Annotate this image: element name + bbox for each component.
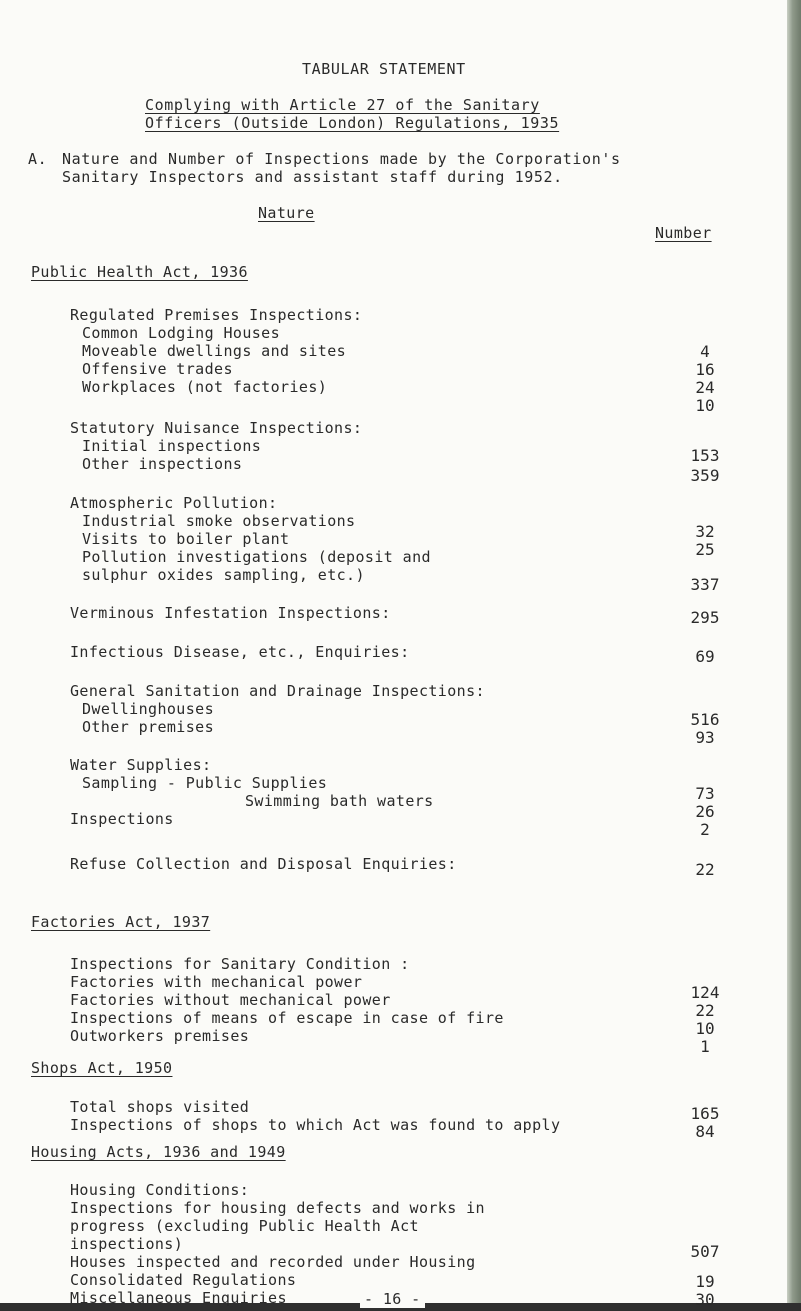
value-regulated-extra: 10 bbox=[695, 396, 715, 415]
subtitle-line-2: Officers (Outside London) Regulations, 1935 bbox=[145, 114, 560, 132]
section-letter: A. bbox=[28, 150, 48, 168]
row-swimming-bath: Swimming bath waters bbox=[245, 792, 434, 810]
heading-public-health-act: Public Health Act, 1936 bbox=[31, 263, 248, 281]
row-other-inspections: Other inspections bbox=[82, 455, 243, 473]
section-intro-line-2: Sanitary Inspectors and assistant staff during 1952. bbox=[62, 168, 563, 186]
value-shops-inspections: 84 bbox=[695, 1122, 715, 1141]
heading-shops-act: Shops Act, 1950 bbox=[31, 1059, 173, 1077]
row-housing-defects-1: Inspections for housing defects and works in bbox=[70, 1199, 485, 1217]
atmospheric-pollution-heading: Atmospheric Pollution: bbox=[70, 494, 278, 512]
row-outworkers: Outworkers premises bbox=[70, 1027, 250, 1045]
value-with-power: 124 bbox=[690, 983, 720, 1002]
value-moveable: 4 bbox=[700, 342, 710, 361]
value-offensive: 16 bbox=[695, 360, 715, 379]
row-housing-defects-2: progress (excluding Public Health Act bbox=[70, 1217, 419, 1235]
value-misc: 30 bbox=[695, 1290, 715, 1309]
value-housing-defects: 507 bbox=[690, 1242, 720, 1261]
row-initial-inspections: Initial inspections bbox=[82, 437, 262, 455]
value-other: 359 bbox=[690, 466, 720, 485]
heading-factories-act: Factories Act, 1937 bbox=[31, 913, 211, 931]
value-initial: 153 bbox=[690, 446, 720, 465]
value-dwellinghouses: 516 bbox=[690, 710, 720, 729]
heading-housing-acts: Housing Acts, 1936 and 1949 bbox=[31, 1143, 286, 1161]
row-water-inspections: Inspections bbox=[70, 810, 174, 828]
row-shops-inspections: Inspections of shops to which Act was found to apply bbox=[70, 1116, 561, 1134]
row-houses-inspected-1: Houses inspected and recorded under Housing bbox=[70, 1253, 476, 1271]
row-boiler-visits: Visits to boiler plant bbox=[82, 530, 290, 548]
row-other-premises: Other premises bbox=[82, 718, 215, 736]
row-pollution-investigations-1: Pollution investigations (deposit and bbox=[82, 548, 431, 566]
value-refuse: 22 bbox=[695, 860, 715, 879]
row-housing-defects-3: inspections) bbox=[70, 1235, 184, 1253]
column-header-nature: Nature bbox=[258, 204, 315, 222]
value-pollution: 337 bbox=[690, 575, 720, 594]
subtitle-line-1: Complying with Article 27 of the Sanitary bbox=[145, 96, 540, 114]
row-moveable-dwellings: Moveable dwellings and sites bbox=[82, 342, 347, 360]
value-verminous: 295 bbox=[690, 608, 720, 627]
row-common-lodging: Common Lodging Houses bbox=[82, 324, 281, 342]
value-without-power: 22 bbox=[695, 1001, 715, 1020]
page-title: TABULAR STATEMENT bbox=[302, 60, 466, 78]
row-offensive-trades: Offensive trades bbox=[82, 360, 233, 378]
value-swimming: 26 bbox=[695, 802, 715, 821]
row-dwellinghouses: Dwellinghouses bbox=[82, 700, 215, 718]
general-sanitation-heading: General Sanitation and Drainage Inspections: bbox=[70, 682, 485, 700]
page-edge-shadow bbox=[787, 0, 801, 1311]
row-total-shops: Total shops visited bbox=[70, 1098, 250, 1116]
water-supplies-heading: Water Supplies: bbox=[70, 756, 212, 774]
value-infectious: 69 bbox=[695, 647, 715, 666]
value-water-inspections: 2 bbox=[700, 820, 710, 839]
column-header-number: Number bbox=[655, 224, 712, 242]
value-industrial: 32 bbox=[695, 522, 715, 541]
row-factories-without-power: Factories without mechanical power bbox=[70, 991, 391, 1009]
row-houses-inspected-2: Consolidated Regulations bbox=[70, 1271, 297, 1289]
sanitary-condition-heading: Inspections for Sanitary Condition : bbox=[70, 955, 410, 973]
row-pollution-investigations-2: sulphur oxides sampling, etc.) bbox=[82, 566, 365, 584]
statutory-nuisance-heading: Statutory Nuisance Inspections: bbox=[70, 419, 363, 437]
row-means-of-escape: Inspections of means of escape in case of fire bbox=[70, 1009, 504, 1027]
row-sampling-public: Sampling - Public Supplies bbox=[82, 774, 328, 792]
value-escape: 10 bbox=[695, 1019, 715, 1038]
value-sampling: 73 bbox=[695, 784, 715, 803]
value-visits: 25 bbox=[695, 540, 715, 559]
value-other-premises: 93 bbox=[695, 728, 715, 747]
section-intro-line-1: Nature and Number of Inspections made by the Corporation's bbox=[62, 150, 621, 168]
row-workplaces: Workplaces (not factories) bbox=[82, 378, 328, 396]
row-misc-enquiries: Miscellaneous Enquiries bbox=[70, 1289, 287, 1307]
row-verminous-infestation: Verminous Infestation Inspections: bbox=[70, 604, 391, 622]
page-number: - 16 - bbox=[360, 1290, 425, 1308]
value-houses-inspected: 19 bbox=[695, 1272, 715, 1291]
row-infectious-disease: Infectious Disease, etc., Enquiries: bbox=[70, 643, 410, 661]
regulated-premises-heading: Regulated Premises Inspections: bbox=[70, 306, 363, 324]
value-total-shops: 165 bbox=[690, 1104, 720, 1123]
row-refuse-collection: Refuse Collection and Disposal Enquiries: bbox=[70, 855, 457, 873]
row-industrial-smoke: Industrial smoke observations bbox=[82, 512, 356, 530]
row-factories-with-power: Factories with mechanical power bbox=[70, 973, 363, 991]
value-outworkers: 1 bbox=[700, 1037, 710, 1056]
value-workplaces: 24 bbox=[695, 378, 715, 397]
housing-conditions-heading: Housing Conditions: bbox=[70, 1181, 250, 1199]
